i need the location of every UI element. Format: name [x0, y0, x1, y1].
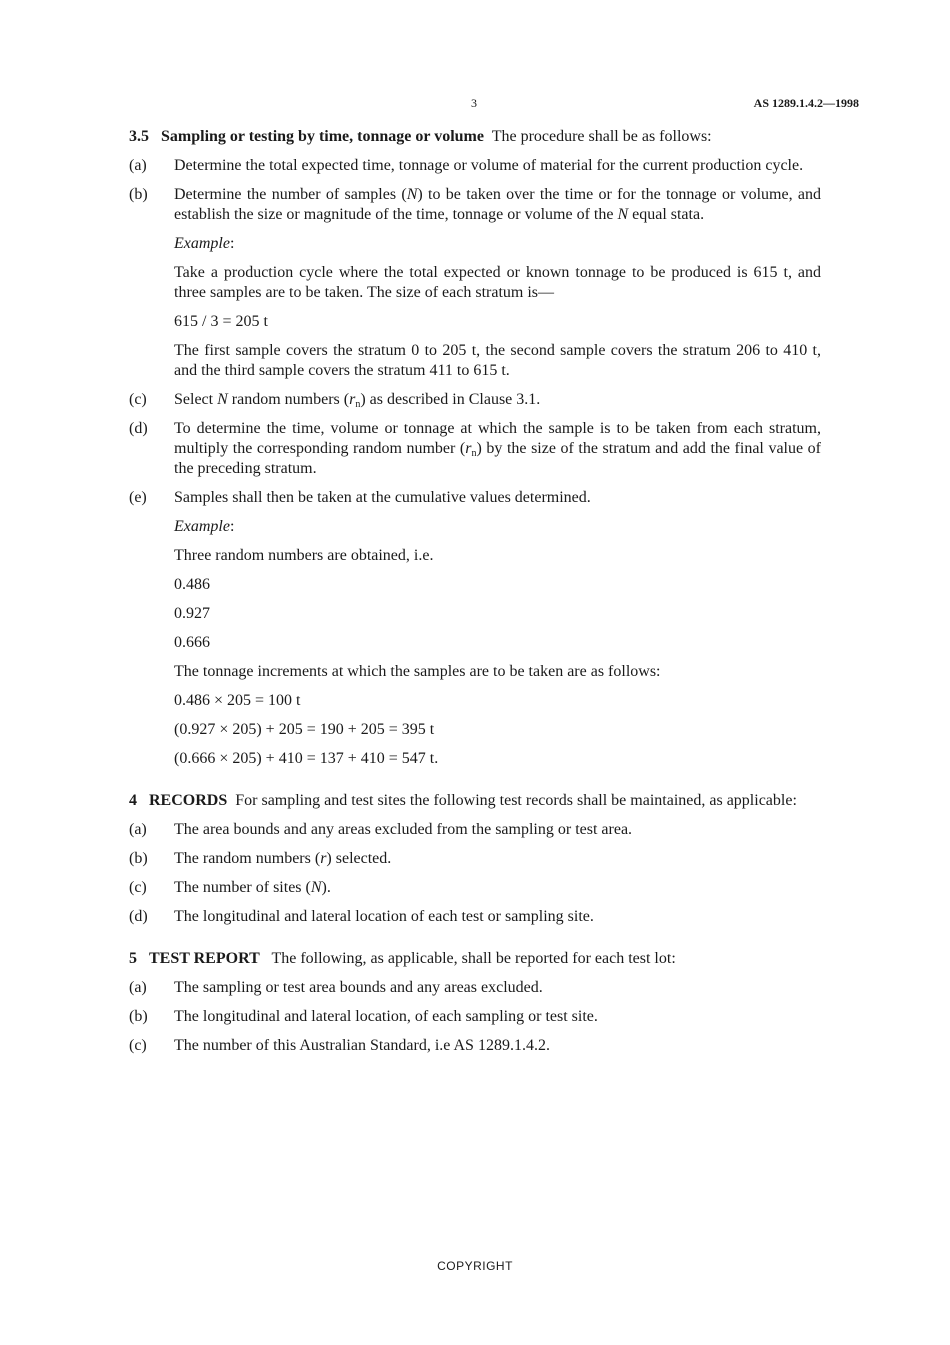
- item-label: (b): [129, 1008, 148, 1025]
- random-number: 0.666: [174, 634, 210, 651]
- item-text: Samples shall then be taken at the cumulative values determined.: [174, 489, 591, 506]
- item-text: The area bounds and any areas excluded from the sampling or test area.: [174, 821, 633, 838]
- item-label: (e): [129, 489, 147, 506]
- item-label: (c): [129, 1037, 147, 1054]
- list-item: [129, 978, 821, 998]
- item-text: ) selected.: [326, 850, 392, 867]
- item-label: (c): [129, 391, 147, 408]
- clause-title: TEST REPORT: [149, 950, 260, 967]
- item-text: ) by the size of the stratum and add the final value of the preceding stratum.: [174, 440, 821, 477]
- clause-intro: The following, as applicable, shall be reported for each test lot:: [271, 950, 676, 967]
- list-item: [129, 1036, 821, 1056]
- list-item: [129, 156, 821, 176]
- item-text: The longitudinal and lateral location, of each sampling or test site.: [174, 1008, 598, 1025]
- clause-number: 5: [129, 950, 137, 967]
- symbol-r: r: [320, 850, 327, 867]
- item-text: The sampling or test area bounds and any areas excluded.: [174, 979, 543, 996]
- symbol-n: N: [406, 186, 418, 203]
- example-text: Take a production cycle where the total expected or known tonnage to be produced is 615 t, and three samples are to be taken. The size of each stratum is—: [174, 264, 821, 301]
- clause-intro: For sampling and test sites the following test records shall be maintained, as applicable:: [235, 792, 797, 809]
- clause-title: Sampling or testing by time, tonnage or volume: [161, 128, 484, 145]
- list-item: [129, 878, 821, 898]
- example-label: [129, 517, 821, 537]
- item-label: (a): [129, 979, 147, 996]
- symbol-n: N: [217, 391, 228, 408]
- item-label: (d): [129, 420, 148, 437]
- item-text: The longitudinal and lateral location of each test or sampling site.: [174, 908, 594, 925]
- example-text: The tonnage increments at which the samples are to be taken are as follows:: [174, 663, 661, 680]
- list-item: [129, 820, 821, 840]
- item-text: ) to be taken over the time or for the tonnage or volume, and establish the size or magnitude of the time, tonnage or volume of the: [174, 186, 821, 223]
- item-label: (a): [129, 157, 147, 174]
- symbol-n: N: [310, 879, 322, 896]
- example-text: The first sample covers the stratum 0 to 205 t, the second sample covers the stratum 206 to 410 t, and the third sample covers the stratum 411 to 615 t.: [174, 342, 821, 379]
- item-label: (b): [129, 186, 148, 203]
- item-label: (a): [129, 821, 147, 838]
- page-number: 3: [471, 96, 477, 110]
- random-number: 0.927: [174, 605, 210, 622]
- subscript-n: n: [355, 399, 361, 410]
- list-item: [129, 390, 821, 410]
- document-body: [129, 127, 821, 1065]
- clause-4-heading: [129, 791, 821, 811]
- clause-5-heading: [129, 949, 821, 969]
- item-text: ).: [321, 879, 331, 896]
- copyright-footer: COPYRIGHT: [437, 1259, 513, 1273]
- example-calculation: (0.666 × 205) + 410 = 137 + 410 = 547 t.: [174, 750, 439, 767]
- example-text: Three random numbers are obtained, i.e.: [174, 547, 434, 564]
- document-id: AS 1289.1.4.2—1998: [753, 96, 859, 110]
- item-text: Determine the total expected time, tonnage or volume of material for the current production cycle.: [174, 157, 804, 174]
- item-text: Determine the number of samples (: [174, 186, 407, 203]
- list-item: [129, 849, 821, 869]
- random-number: 0.486: [174, 576, 210, 593]
- item-label: (b): [129, 850, 148, 867]
- example-colon: :: [229, 518, 235, 535]
- item-label: (d): [129, 908, 148, 925]
- item-label: (c): [129, 879, 147, 896]
- list-item: [129, 907, 821, 927]
- clause-number: 3.5: [129, 128, 149, 145]
- example-colon: :: [229, 235, 235, 252]
- example-calculation: 615 / 3 = 205 t: [174, 313, 268, 330]
- item-text: ) as described in Clause 3.1.: [360, 391, 541, 408]
- example-label: [129, 234, 821, 254]
- example-heading: Example: [174, 235, 230, 252]
- example-calculation: 0.486 × 205 = 100 t: [174, 692, 301, 709]
- clause-intro: The procedure shall be as follows:: [491, 128, 712, 145]
- subscript-n: n: [471, 448, 477, 459]
- list-item: [129, 488, 821, 508]
- symbol-n: N: [617, 206, 629, 223]
- list-item: [129, 185, 821, 225]
- clause-number: 4: [129, 792, 137, 809]
- item-text: equal stata.: [628, 206, 705, 223]
- example-heading: Example: [174, 518, 230, 535]
- example-calculation: (0.927 × 205) + 205 = 190 + 205 = 395 t: [174, 721, 435, 738]
- item-text: random numbers (: [227, 391, 350, 408]
- symbol-r: r: [465, 440, 472, 457]
- item-text: To determine the time, volume or tonnage at which the sample is to be taken from each stratum, multiply the corresponding random number (: [174, 420, 821, 457]
- list-item: [129, 1007, 821, 1027]
- symbol-r: r: [349, 391, 356, 408]
- item-text: The number of this Australian Standard, i.e AS 1289.1.4.2.: [174, 1037, 550, 1054]
- item-text: Select: [174, 391, 218, 408]
- item-text: The number of sites (: [174, 879, 311, 896]
- item-text: The random numbers (: [174, 850, 321, 867]
- list-item: [129, 419, 821, 479]
- clause-3-5-heading: [129, 127, 821, 147]
- clause-title: RECORDS: [149, 792, 228, 809]
